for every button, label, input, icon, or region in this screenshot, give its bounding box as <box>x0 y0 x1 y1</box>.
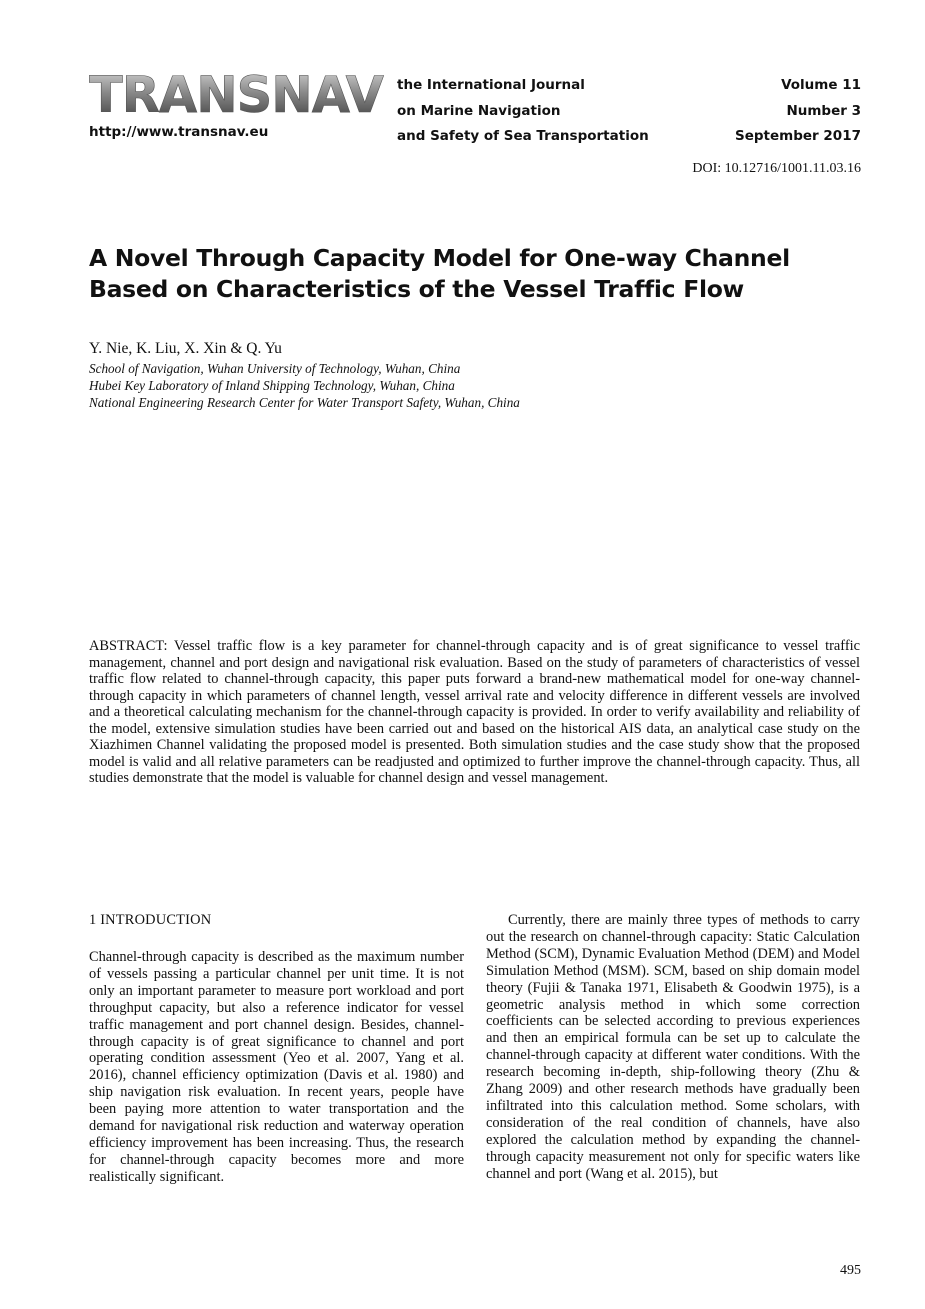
title-line: A Novel Through Capacity Model for One-way Channel <box>89 244 790 272</box>
number-label: Number 3 <box>786 102 861 119</box>
doi: DOI: 10.12716/1001.11.03.16 <box>692 161 861 176</box>
affiliation: National Engineering Research Center for Water Transport Safety, Wuhan, China <box>89 395 520 410</box>
body-paragraph-right: Currently, there are mainly three types of methods to carry out the research on channel-through capacity: Static Calculation Method (SCM), Dynamic Evaluation Method (DEM) and Model Simulation Method (MSM). SCM, based on ship domain model theory (Fujii & Tanaka 1971, Elisabeth & Goodwin 1975), is a geometric analysis method in which some correction coefficients can be selected according to previous experiences and then an empirical formula can be set up to calculate the channel-through capacity at different water conditions. With the research becoming in-depth, ship-following theory (Zhu & Zhang 2009) and other research methods have gradually been infiltrated into this calculation method. Some scholars, with consideration of the real condition of channels, have also explored the calculation method by expanding the channel-through capacity measurement not only for specific waters like channel and port (Wang et al. 2015), but <box>486 912 860 1182</box>
affiliation: School of Navigation, Wuhan University of Technology, Wuhan, China <box>89 361 461 376</box>
body-paragraph-left: Channel-through capacity is described as the maximum number of vessels passing a particular channel per unit time. It is not only an important parameter to measure port workload and port throughput capacity, but also a reference indicator for vessel traffic management and port channel design. Besides, channel-through capacity is of great significance to channel and port operating condition assessment (Yeo et al. 2007, Yang et al. 2016), channel efficiency optimization (Davis et al. 1980) and ship navigation risk evaluation. In recent years, people have been paying more attention to water transportation and the demand for navigational risk reduction and waterway operation efficiency improvement has been increasing. Thus, the research for channel-through capacity becomes more and more realistically significant. <box>89 949 464 1185</box>
authors: Y. Nie, K. Liu, X. Xin & Q. Yu <box>89 340 282 357</box>
page-number: 495 <box>840 1263 861 1278</box>
body-column-right <box>486 912 860 1183</box>
journal-name-line: on Marine Navigation <box>397 102 561 119</box>
journal-name-line: and Safety of Sea Transportation <box>397 128 649 144</box>
affiliations <box>89 360 520 411</box>
date-label: September 2017 <box>735 128 861 144</box>
volume-label: Volume 11 <box>781 77 861 93</box>
title-line: Based on Characteristics of the Vessel Traffic Flow <box>89 275 744 303</box>
abstract: ABSTRACT: Vessel traffic flow is a key parameter for channel-through capacity and is of great significance to vessel traffic management, channel and port design and navigational risk evaluation. Based on the study of parameters of characteristics of vessel traffic flow related to channel-through capacity, this paper puts forward a brand-new mathematical model for one-way channel-through capacity in which parameters of channel length, vessel arrival rate and velocity difference in different vessels are involved and a theoretical calculating mechanism for the channel-through capacity is provided. In order to verify availability and reliability of the model, extensive simulation studies have been carried out and based on the historical AIS data, an analytical case study on the Xiazhimen Channel validating the proposed model is presented. Both simulation studies and the case study show that the proposed model is valid and all relative parameters can be readjusted and optimized to further improve the channel-through capacity. Thus, all studies demonstrate that the model is valuable for channel design and vessel management. <box>89 638 860 786</box>
issue-info <box>735 73 861 150</box>
journal-name-line: the International Journal <box>397 77 585 93</box>
paper-title <box>89 243 869 305</box>
section-heading-introduction: 1 INTRODUCTION <box>89 912 212 928</box>
logo-wordmark: TRANSNAV <box>89 66 385 118</box>
transnav-logo <box>89 66 385 118</box>
affiliation: Hubei Key Laboratory of Inland Shipping Technology, Wuhan, China <box>89 378 455 393</box>
journal-name <box>397 73 649 150</box>
journal-url[interactable]: http://www.transnav.eu <box>89 124 269 140</box>
